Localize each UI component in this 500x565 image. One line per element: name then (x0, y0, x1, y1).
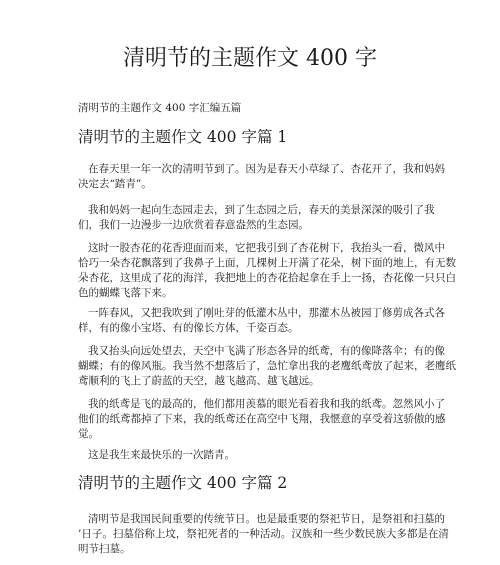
paragraph-line: 样，有的像小宝塔、有的像长方体，千姿百态。 (78, 322, 299, 334)
paragraph-line: 恰巧一朵杏花飘落到了我鼻子上面，几棵树上开满了花朵，树下面的地上，有无数 (78, 257, 456, 269)
paragraph-line: 我和妈妈一起向生态园走去，到了生态园之后，春天的美景深深的吸引了我 (88, 204, 435, 216)
paragraph-line: 决定去“踏青”。 (78, 178, 152, 190)
paragraph-line: 们，我们一边漫步一边欣赏着春意盎然的生态园。 (78, 219, 309, 231)
paragraph-line: 清明节是我国民间重要的传统节日。也是最重要的祭祀节日，是祭祖和扫墓的 (88, 513, 445, 525)
document-title: 清明节的主题作文 400 字 (123, 46, 377, 71)
paragraph (78, 344, 456, 389)
paragraph-line: 他们的纸鸢都掉了下来，我的纸鸢还在高空中飞翔，我惬意的享受着这骄傲的感 (78, 413, 446, 425)
paragraph (78, 448, 423, 463)
paragraph-line: 一阵春风，又把我吹到了刚吐芽的低灌木丛中，那灌木丛被园丁修剪成各式各 (88, 307, 445, 319)
paragraph-line: 明节扫墓。 (78, 543, 131, 555)
paragraph (78, 397, 446, 442)
paragraph-line: 我的纸鸢是飞的最高的，他们都用羡慕的眼光看着我和我的纸鸢。忽然风小了 (88, 398, 445, 410)
paragraph-line: ’日子。扫墓俗称上坟，祭祀死者的一种活动。汉族和一些少数民族大多都是在清 (78, 528, 449, 540)
paragraph (78, 203, 435, 233)
paragraph-line: 这时一股杏花的花香迎面而来，它把我引到了杏花树下，我抬头一看，微风中 (88, 242, 445, 254)
paragraph (78, 306, 445, 336)
paragraph-line: 这是我生来最快乐的一次踏青。 (88, 449, 235, 461)
paragraph-line: 蝴蝶；有的像风瓶。我当然不想落后了，急忙拿出我的老鹰纸鸢放了起来，老鹰纸 (78, 360, 456, 372)
document-subtitle: 清明节的主题作文 400 字汇编五篇 (78, 102, 242, 114)
paragraph-line: 在春天里一年一次的清明节到了。因为是春天小草绿了、杏花开了，我和妈妈 (88, 163, 445, 175)
paragraph-line: 我又抬头向远处望去，天空中飞满了形态各异的纸鸢，有的像降落伞；有的像 (88, 345, 445, 357)
paragraph (78, 241, 456, 301)
paragraph-line: 色的蝴蝶飞落下来。 (78, 287, 173, 299)
section-heading-1: 清明节的主题作文 400 字篇 1 (78, 128, 288, 146)
section-heading-2: 清明节的主题作文 400 字篇 2 (78, 474, 288, 492)
paragraph-line: 觉。 (78, 428, 99, 440)
paragraph-line: 鸢顺利的飞上了蔚蓝的天空，越飞越高、越飞越远。 (78, 375, 320, 387)
paragraph (78, 162, 445, 192)
paragraph-line: 朵杏花，这里成了花的海洋，我把地上的杏花拾起拿在手上一扬，杏花像一只只白 (78, 272, 456, 284)
paragraph (78, 512, 449, 557)
